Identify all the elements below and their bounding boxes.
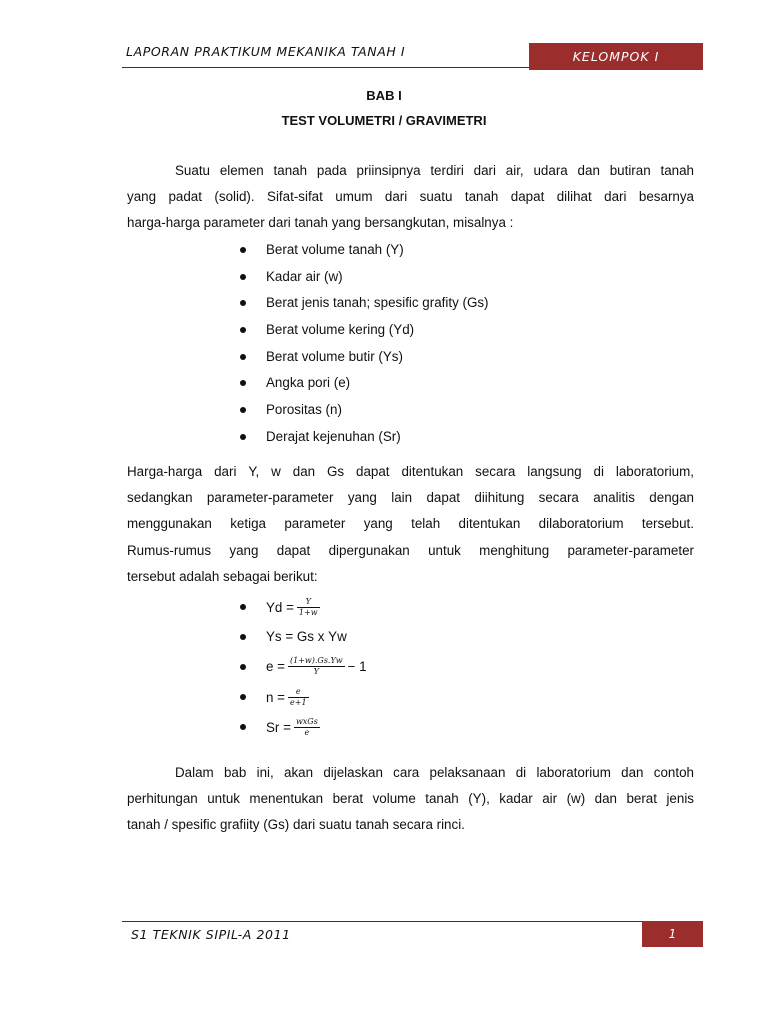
footer-rule xyxy=(122,921,642,922)
parameter-list xyxy=(240,240,489,454)
method-paragraph xyxy=(127,459,694,590)
group-badge xyxy=(529,43,703,70)
bullet-icon xyxy=(240,354,246,360)
fraction-denominator: Υ xyxy=(313,667,319,676)
fraction-denominator: e+1 xyxy=(290,697,307,707)
paragraph-line: sedangkan parameter-parameter yang lain dapat diihitung secara analitis dengan xyxy=(127,490,694,506)
list-item-label: Derajat kejenuhan (Sr) xyxy=(266,428,401,444)
formula-dry-unit-weight xyxy=(240,592,367,622)
formula-text: Υs = Gs x Υw xyxy=(266,629,347,644)
fraction-numerator: Υ xyxy=(305,596,311,606)
list-item xyxy=(240,347,489,374)
bullet-icon xyxy=(240,634,246,640)
bullet-icon xyxy=(240,664,246,670)
bullet-icon xyxy=(240,300,246,306)
list-item-label: Berat jenis tanah; spesific grafity (Gs) xyxy=(266,295,489,311)
page-number-badge xyxy=(642,921,703,947)
intro-line: harga-harga parameter dari tanah yang bersangkutan, misalnya : xyxy=(127,215,514,231)
paragraph-line: perhitungan untuk menentukan berat volume tanah (Υ), kadar air (w) dan berat jenis xyxy=(127,791,694,807)
chapter-title: TEST VOLUMETRI / GRAVIMETRI xyxy=(281,113,487,128)
fraction xyxy=(288,656,345,677)
paragraph-line: Harga-harga dari Υ, w dan Gs dapat ditentukan secara langsung di laboratorium, xyxy=(127,464,694,479)
bullet-icon xyxy=(240,380,246,386)
list-item-label: Porositas (n) xyxy=(266,402,342,418)
list-item-label: Berat volume kering (Υd) xyxy=(266,322,415,338)
intro-paragraph xyxy=(127,158,694,237)
bullet-icon xyxy=(240,694,246,700)
intro-line: Suatu elemen tanah pada priinsipnya terdiri dari air, udara dan butiran tanah xyxy=(175,163,694,178)
fraction-numerator: (1+w).Gs.Υw xyxy=(290,656,343,665)
fraction-denominator: 1+w xyxy=(298,607,318,617)
chapter-heading: BAB I xyxy=(366,88,402,103)
formula-list xyxy=(240,592,367,742)
list-item-label: Berat volume tanah (Υ) xyxy=(266,242,404,257)
intro-line: yang padat (solid). Sifat-sifat umum dari suatu tanah dapat dilihat dari besarnya xyxy=(127,189,694,205)
fraction-denominator: e xyxy=(304,727,310,737)
paragraph-line: Rumus-rumus yang dapat dipergunakan untuk menghitung parameter-parameter xyxy=(127,542,694,558)
paragraph-line: tanah / spesific grafiity (Gs) dari suatu tanah secara rinci. xyxy=(127,817,465,833)
list-item xyxy=(240,240,489,267)
formula-lhs: n = xyxy=(266,689,285,705)
bullet-icon xyxy=(240,274,246,280)
paragraph-line: menggunakan ketiga parameter yang telah ditentukan dilaboratorium tersebut. xyxy=(127,516,694,532)
closing-paragraph xyxy=(127,760,694,839)
list-item xyxy=(240,400,489,427)
formula-lhs: e = xyxy=(266,659,285,674)
fraction xyxy=(297,597,320,618)
bullet-icon xyxy=(240,724,246,730)
list-item-label: Angka pori (e) xyxy=(266,375,351,391)
list-item xyxy=(240,320,489,347)
fraction xyxy=(288,687,309,708)
formula-lhs: Υd = xyxy=(266,599,294,615)
list-item-label: Kadar air (w) xyxy=(266,268,343,284)
footer-label: S1 TEKNIK SIPIL-A 2011 xyxy=(131,927,291,942)
formula-lhs: Sr = xyxy=(266,719,291,735)
formula-porosity xyxy=(240,682,367,712)
formula-solid-unit-weight xyxy=(240,622,367,651)
list-item xyxy=(240,293,489,320)
header-rule xyxy=(122,67,530,68)
fraction-numerator: wxGs xyxy=(295,716,318,726)
report-title: LAPORAN PRAKTIKUM MEKANIKA TANAH I xyxy=(126,44,406,59)
bullet-icon xyxy=(240,247,246,253)
list-item xyxy=(240,267,489,294)
list-item-label: Berat volume butir (Υs) xyxy=(266,348,403,364)
bullet-icon xyxy=(240,407,246,413)
page-number: 1 xyxy=(668,927,677,941)
bullet-icon xyxy=(240,604,246,610)
group-label: KELOMPOK I xyxy=(572,49,660,64)
formula-void-ratio xyxy=(240,651,367,682)
bullet-icon xyxy=(240,327,246,333)
formula-saturation xyxy=(240,712,367,742)
paragraph-line: Dalam bab ini, akan dijelaskan cara pelaksanaan di laboratorium dan contoh xyxy=(175,765,694,780)
list-item xyxy=(240,427,489,454)
paragraph-line: tersebut adalah sebagai berikut: xyxy=(127,568,318,584)
fraction-numerator: e xyxy=(295,686,301,696)
list-item xyxy=(240,373,489,400)
formula-rhs: − 1 xyxy=(347,659,367,674)
fraction xyxy=(294,717,320,738)
bullet-icon xyxy=(240,434,246,440)
